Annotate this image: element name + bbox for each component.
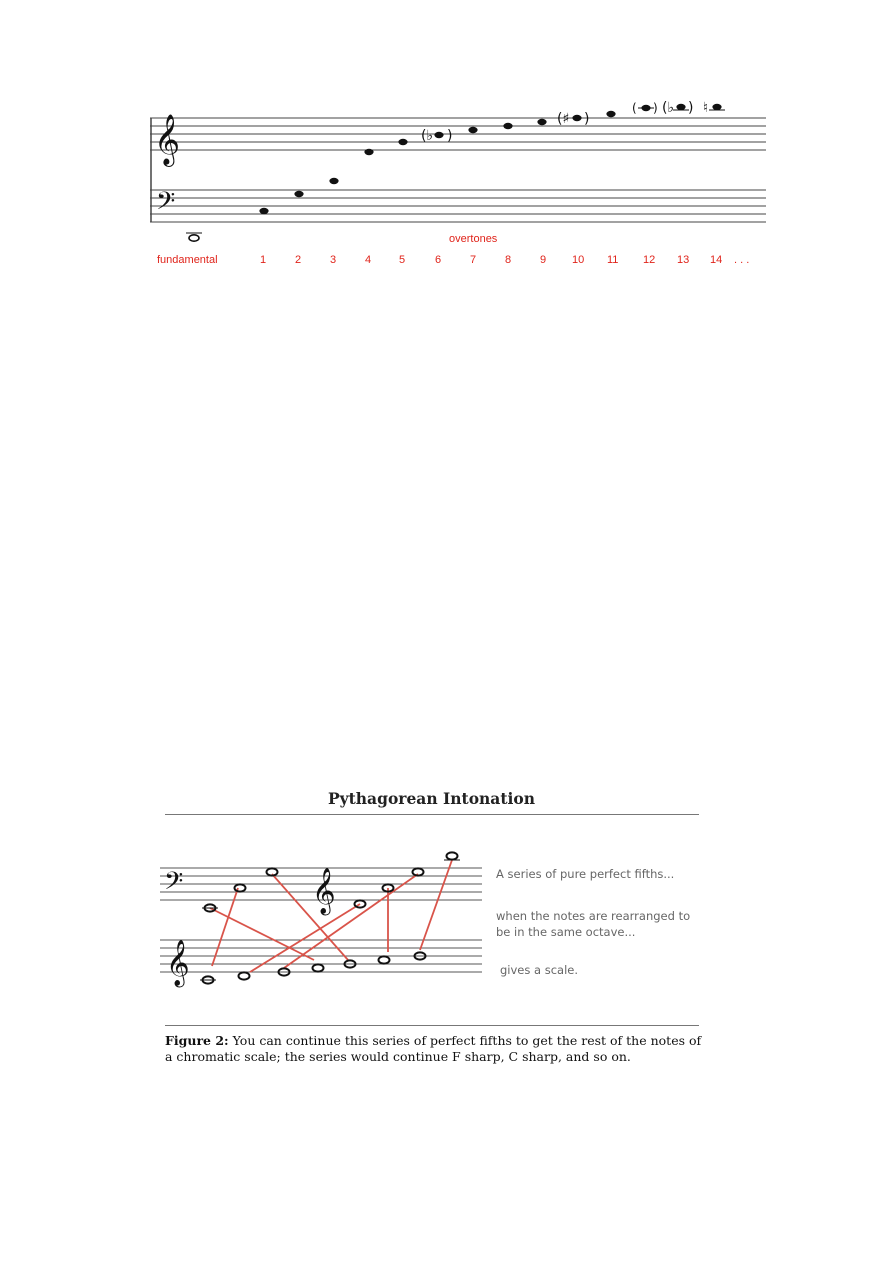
- divider: [165, 814, 699, 815]
- svg-text:): ): [688, 100, 694, 116]
- overtone-notes: [259, 100, 725, 214]
- ellipsis: . . .: [734, 254, 750, 266]
- overtone-number: 4: [365, 254, 372, 266]
- overtone-series-figure: [150, 88, 780, 273]
- svg-text:(: (: [632, 101, 637, 115]
- overtone-number: 8: [505, 254, 512, 266]
- overtone-number: 2: [295, 254, 302, 266]
- svg-text:♮: ♮: [703, 100, 709, 116]
- overtone-note-9: [537, 119, 546, 125]
- svg-text:(♯: (♯: [557, 111, 570, 127]
- overtone-note-11: [606, 111, 615, 117]
- overtone-number: 7: [470, 254, 477, 266]
- overtone-note-4: [364, 149, 373, 155]
- caption-line: a chromatic scale; the series would continue F sharp, C sharp, and so on.: [165, 1049, 631, 1064]
- overtone-note-1: [259, 208, 268, 214]
- side-text-line: be in the same octave...: [496, 925, 636, 939]
- treble-clef-icon: 𝄞: [312, 868, 336, 914]
- overtone-number: 11: [607, 254, 619, 266]
- overtone-number: 13: [677, 254, 690, 266]
- overtone-number: 10: [572, 254, 585, 266]
- overtone-note-3: [329, 178, 338, 184]
- overtone-number: 14: [710, 254, 723, 266]
- treble-clef-icon: 𝄞: [154, 114, 181, 165]
- figure-caption: [165, 1033, 705, 1065]
- svg-text:): ): [584, 111, 590, 127]
- fundamental-label: fundamental: [157, 254, 218, 266]
- side-text-line: when the notes are rearranged to: [496, 909, 691, 923]
- caption-label: Figure 2:: [165, 1033, 229, 1048]
- svg-text:(♭: (♭: [421, 128, 434, 144]
- whole-note-icon: [239, 972, 250, 979]
- caption-line: [165, 1033, 705, 1049]
- scale-notes: [200, 952, 426, 983]
- fundamental-note-icon: [186, 233, 202, 241]
- overtone-note-12: [632, 101, 658, 115]
- treble-staff: [150, 118, 766, 150]
- overtone-note-8: [503, 123, 512, 129]
- overtone-number: 12: [643, 254, 656, 266]
- overtone-number: 5: [399, 254, 406, 266]
- overtone-note-10: [557, 111, 589, 127]
- treble-clef-icon: 𝄞: [166, 940, 190, 986]
- whole-note-icon: [313, 964, 324, 971]
- svg-text:): ): [447, 128, 453, 144]
- overtone-note-13: [662, 100, 693, 116]
- side-text-fifths: A series of pure perfect fifths...: [496, 867, 675, 881]
- bass-clef-icon: 𝄢: [164, 867, 184, 902]
- bass-staff: [150, 190, 766, 222]
- overtones-label: overtones: [449, 233, 498, 245]
- svg-text:): ): [653, 101, 658, 115]
- whole-note-icon: [379, 956, 390, 963]
- overtone-number: 3: [330, 254, 337, 266]
- side-text-rearranged: [496, 908, 711, 940]
- caption-text: You can continue this series of perfect fifths to get the rest of the notes of: [232, 1033, 702, 1048]
- overtone-numbers: [260, 254, 749, 266]
- overtone-note-5: [398, 139, 407, 145]
- overtone-note-2: [294, 191, 303, 197]
- overtone-note-7: [468, 127, 477, 133]
- svg-text:(♭: (♭: [662, 100, 675, 116]
- overtone-note-14: [703, 100, 725, 116]
- lower-staff: [160, 940, 482, 972]
- overtone-number: 9: [540, 254, 547, 266]
- whole-note-icon: [447, 852, 458, 859]
- pythagorean-staff-figure: [160, 846, 490, 996]
- overtone-number: 1: [260, 254, 267, 266]
- whole-note-icon: [235, 884, 246, 891]
- side-text-scale: gives a scale.: [500, 963, 579, 977]
- figure-title: Pythagorean Intonation: [327, 789, 536, 808]
- overtone-number: 6: [435, 254, 442, 266]
- divider: [165, 1025, 699, 1026]
- bass-clef-icon: 𝄢: [156, 187, 176, 222]
